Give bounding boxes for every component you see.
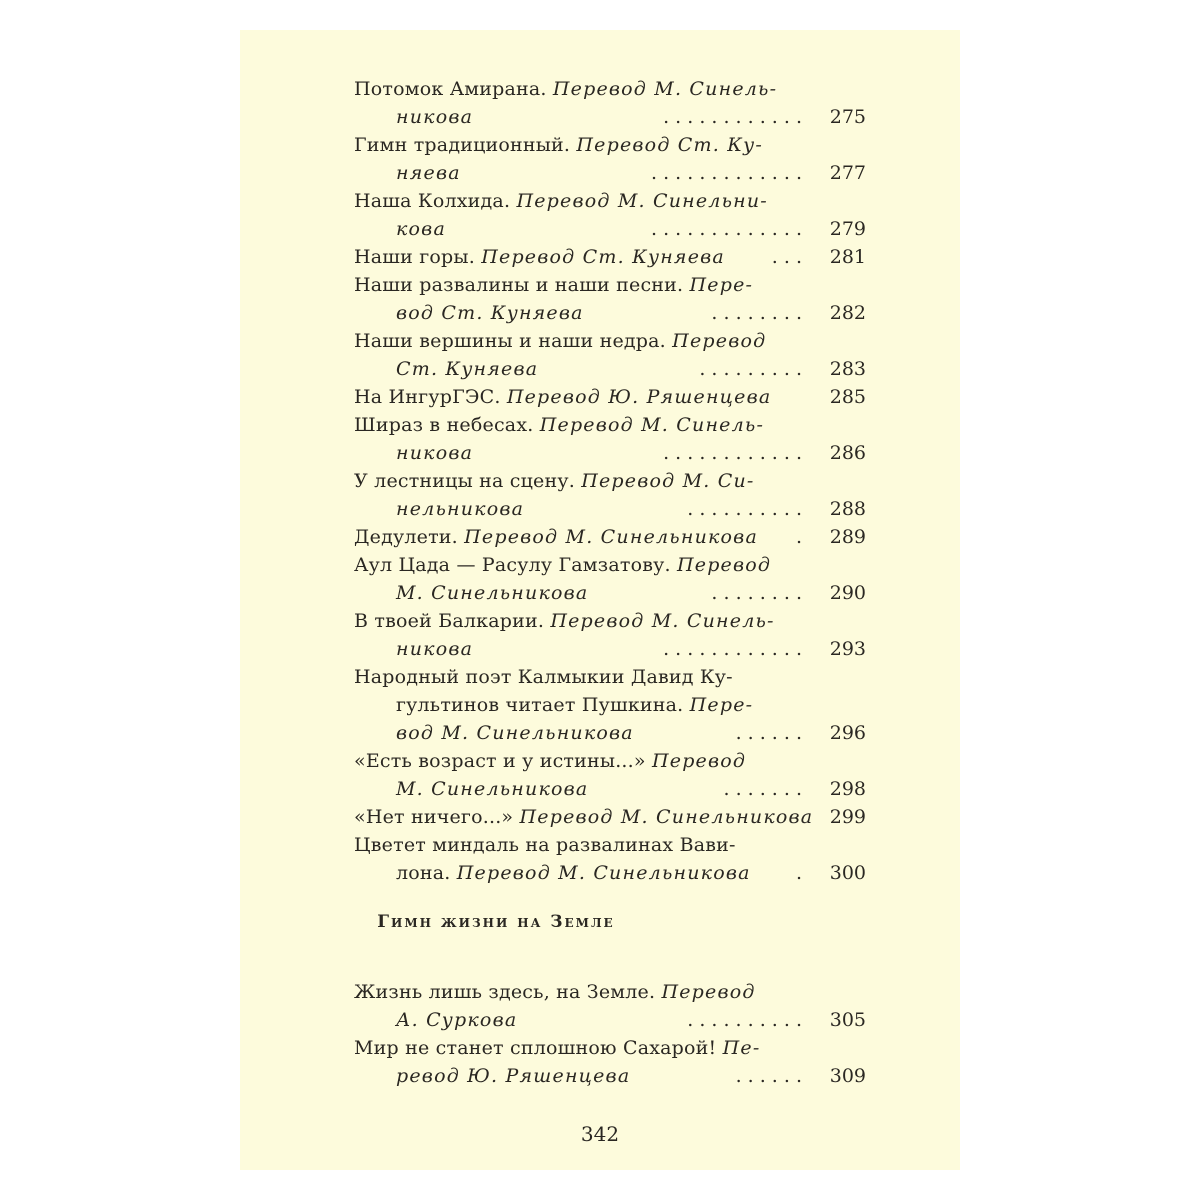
translator-credit: никова — [396, 638, 474, 660]
page-number: 342 — [580, 1122, 620, 1146]
entry-text — [354, 271, 753, 299]
entry-text — [396, 1006, 517, 1034]
leader-dots: . . . . . . . . . . . . . — [651, 218, 802, 240]
toc-entry — [354, 467, 866, 523]
poem-title: Мир не станет сплошною Сахарой! — [354, 1037, 723, 1059]
toc-entry — [354, 411, 866, 467]
entry-text — [396, 579, 588, 607]
page-ref: 282 — [829, 302, 866, 324]
toc-line — [354, 103, 866, 131]
toc-line — [354, 243, 866, 271]
toc-line — [354, 159, 866, 187]
page-ref: 288 — [829, 498, 866, 520]
toc-line — [354, 439, 866, 467]
poem-title: На ИнгурГЭС. — [354, 386, 507, 408]
entry-text — [396, 355, 538, 383]
toc-line — [354, 579, 866, 607]
translator-credit: Перевод — [676, 554, 772, 576]
toc-line — [354, 75, 866, 103]
leader-dots: . . . . . . . . . — [699, 358, 802, 380]
entry-text — [354, 803, 813, 831]
leader-dots: . . . . . . — [735, 1065, 802, 1087]
poem-title: Наши горы. — [354, 246, 482, 268]
poem-title: Наши развалины и наши песни. — [354, 274, 690, 296]
poem-title: «Нет ничего...» — [354, 806, 520, 828]
toc-entry — [354, 187, 866, 243]
entry-text — [396, 691, 753, 719]
toc-line — [354, 495, 866, 523]
leader-dots: . — [795, 526, 802, 548]
translator-credit: М. Синельникова — [396, 778, 589, 800]
leader-dots: . . . . . . . . — [711, 302, 802, 324]
toc-line — [354, 215, 866, 243]
toc-line — [354, 775, 866, 803]
toc-entry — [354, 131, 866, 187]
translator-credit: Перевод М. Си- — [581, 470, 755, 492]
leader-dots: . . . . . . . . — [711, 582, 802, 604]
toc-line — [354, 1006, 866, 1034]
entry-text — [396, 775, 588, 803]
translator-credit: Перевод Ст. Ку- — [576, 134, 763, 156]
translator-credit: вод Ст. Куняева — [396, 302, 584, 324]
page-ref: 277 — [829, 162, 866, 184]
toc-line — [354, 271, 866, 299]
page-ref: 286 — [829, 442, 866, 464]
translator-credit: А. Суркова — [396, 1009, 518, 1031]
toc-entry — [354, 663, 866, 747]
poem-title: лона. — [396, 862, 457, 884]
poem-title: Наша Колхида. — [354, 190, 517, 212]
translator-credit: Перевод М. Синель- — [539, 414, 765, 436]
poem-title: Аул Цада — Расулу Гамзатову. — [354, 554, 677, 576]
toc-entry — [354, 75, 866, 131]
toc-line — [354, 663, 866, 691]
toc-entry — [354, 551, 866, 607]
entry-text — [354, 75, 777, 103]
toc-line — [354, 1034, 866, 1062]
translator-credit: Перевод — [672, 330, 767, 352]
entry-text — [396, 859, 751, 887]
table-of-contents — [354, 75, 866, 887]
page-ref: 281 — [829, 246, 866, 268]
toc-line — [354, 131, 866, 159]
leader-dots: . . . . . . . . . . — [687, 1009, 802, 1031]
poem-title: В твоей Балкарии. — [354, 610, 551, 632]
toc-line — [354, 803, 866, 831]
translator-credit: никова — [396, 106, 474, 128]
translator-credit: Перевод М. Синельни- — [516, 190, 768, 212]
page-ref: 289 — [829, 526, 866, 548]
page-ref: 279 — [829, 218, 866, 240]
toc-entry — [354, 523, 866, 551]
poem-title: Народный поэт Калмыкии Давид Ку- — [354, 666, 733, 688]
toc-entry — [354, 803, 866, 831]
translator-credit: никова — [396, 442, 474, 464]
translator-credit: Ст. Куняева — [396, 358, 539, 380]
toc-line — [354, 411, 866, 439]
entry-text — [354, 663, 733, 691]
translator-credit: Перевод — [661, 981, 756, 1003]
entry-text — [354, 383, 771, 411]
toc-entry — [354, 327, 866, 383]
page-ref: 300 — [829, 862, 866, 884]
translator-credit: ревод Ю. Ряшенцева — [396, 1065, 631, 1087]
toc-line — [354, 719, 866, 747]
poem-title: Жизнь лишь здесь, на Земле. — [354, 981, 662, 1003]
leader-dots: . — [795, 862, 802, 884]
translator-credit: М. Синельникова — [396, 582, 589, 604]
entry-text — [354, 243, 725, 271]
translator-credit: Перевод М. Синель- — [552, 78, 778, 100]
toc-entry — [354, 607, 866, 663]
entry-text — [396, 103, 473, 131]
poem-title: Шираз в небесах. — [354, 414, 540, 436]
poem-title: Цветет миндаль на развалинах Вави- — [354, 834, 736, 856]
book-page — [240, 30, 960, 1170]
toc-entry — [354, 747, 866, 803]
section-heading: Гимн жизни на Земле — [377, 912, 615, 932]
toc-line — [354, 327, 866, 355]
page-ref: 298 — [829, 778, 866, 800]
table-of-contents-section — [354, 978, 866, 1090]
entry-text — [354, 523, 758, 551]
toc-line — [354, 831, 866, 859]
toc-line — [354, 1062, 866, 1090]
entry-text — [396, 1062, 630, 1090]
translator-credit: вод М. Синельникова — [396, 722, 634, 744]
poem-title: Наши вершины и наши недра. — [354, 330, 673, 352]
page-ref: 275 — [829, 106, 866, 128]
translator-credit: кова — [396, 218, 446, 240]
entry-text — [354, 747, 746, 775]
leader-dots: . . . . . . . . . . . . — [663, 106, 802, 128]
entry-text — [354, 411, 764, 439]
entry-text — [354, 831, 736, 859]
poem-title: Гимн традиционный. — [354, 134, 577, 156]
page-ref: 296 — [829, 722, 866, 744]
toc-entry — [354, 978, 866, 1034]
translator-credit: Пере- — [689, 694, 754, 716]
toc-line — [354, 383, 866, 411]
entry-text — [354, 1034, 760, 1062]
poem-title: гультинов читает Пушкина. — [396, 694, 690, 716]
toc-line — [354, 859, 866, 887]
toc-entry — [354, 1034, 866, 1090]
translator-credit: Перевод М. Синель- — [550, 610, 775, 632]
toc-line — [354, 551, 866, 579]
entry-text — [354, 131, 763, 159]
poem-title: У лестницы на сцену. — [354, 470, 582, 492]
translator-credit: Перевод Ю. Ряшенцева — [506, 386, 772, 408]
translator-credit: Перевод М. Синельникова — [464, 526, 758, 548]
toc-entry — [354, 243, 866, 271]
entry-text — [396, 635, 473, 663]
toc-line — [354, 691, 866, 719]
poem-title: Потомок Амирана. — [354, 78, 553, 100]
entry-text — [396, 215, 446, 243]
page-ref: 290 — [829, 582, 866, 604]
poem-title: Дедулети. — [354, 526, 465, 548]
translator-credit: Перевод М. Синельникова — [519, 806, 814, 828]
entry-text — [396, 159, 461, 187]
page-ref: 305 — [829, 1009, 866, 1031]
translator-credit: нельникова — [396, 498, 525, 520]
page-ref: 293 — [829, 638, 866, 660]
toc-line — [354, 467, 866, 495]
entry-text — [396, 439, 473, 467]
page-ref: 299 — [829, 806, 866, 828]
translator-credit: Пе- — [722, 1037, 761, 1059]
entry-text — [354, 551, 771, 579]
entry-text — [396, 719, 634, 747]
page-ref: 309 — [829, 1065, 866, 1087]
page-ref: 283 — [829, 358, 866, 380]
leader-dots: . . . . . . . — [723, 778, 802, 800]
toc-line — [354, 299, 866, 327]
entry-text — [354, 978, 756, 1006]
toc-entry — [354, 383, 866, 411]
page-ref: 285 — [829, 386, 866, 408]
translator-credit: Перевод М. Синельникова — [456, 862, 751, 884]
translator-credit: Перевод Ст. Куняева — [481, 246, 725, 268]
toc-line — [354, 187, 866, 215]
entry-text — [354, 187, 768, 215]
toc-entry — [354, 831, 866, 887]
translator-credit: няева — [396, 162, 461, 184]
leader-dots: . . . . . . . . . . . . — [663, 638, 802, 660]
toc-line — [354, 355, 866, 383]
toc-line — [354, 978, 866, 1006]
translator-credit: Пере- — [689, 274, 754, 296]
translator-credit: Перевод — [651, 750, 747, 772]
entry-text — [354, 467, 755, 495]
entry-text — [396, 495, 524, 523]
leader-dots: . . . . . . . . . . . . — [663, 442, 802, 464]
entry-text — [354, 327, 766, 355]
toc-line — [354, 635, 866, 663]
toc-line — [354, 607, 866, 635]
leader-dots: . . . . . . — [735, 722, 802, 744]
leader-dots: . . . . . . . . . . . . . — [651, 162, 802, 184]
entry-text — [354, 607, 775, 635]
poem-title: «Есть возраст и у истины...» — [354, 750, 652, 772]
toc-line — [354, 523, 866, 551]
toc-entry — [354, 271, 866, 327]
toc-line — [354, 747, 866, 775]
leader-dots: . . . — [771, 246, 802, 268]
entry-text — [396, 299, 584, 327]
leader-dots: . . . . . . . . . . — [687, 498, 802, 520]
